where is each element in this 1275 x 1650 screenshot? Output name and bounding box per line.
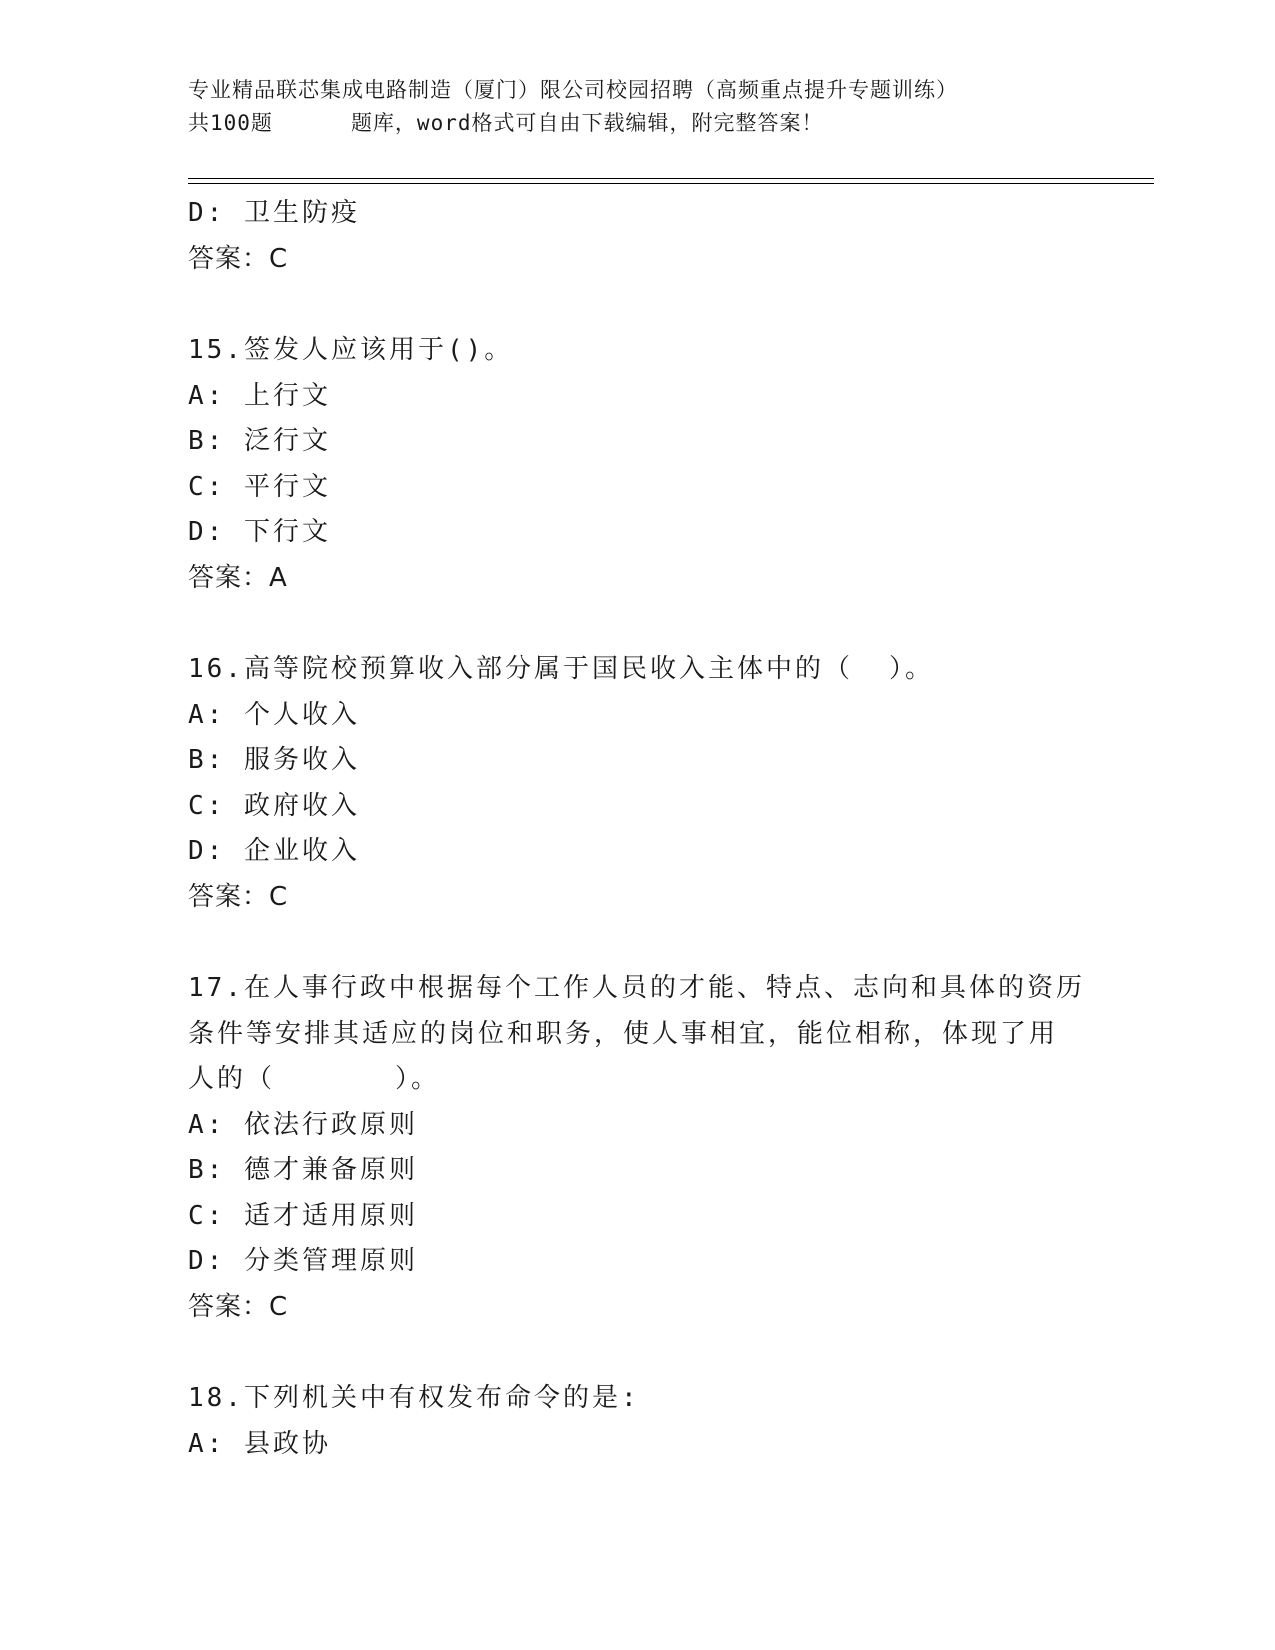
question-18 — [188, 1376, 1088, 1467]
question-15-text: 15.签发人应该用于()。 — [188, 335, 514, 365]
question-18-option-a: A: 县政协 — [188, 1428, 331, 1459]
header-title-line: 专业精品联芯集成电路制造（厦门）限公司校园招聘（高频重点提升专题训练） — [188, 78, 958, 102]
question-15-option-c: C: 平行文 — [188, 471, 331, 502]
question-16-option-d: D: 企业收入 — [188, 836, 360, 866]
prev-answer: 答案：C — [188, 243, 289, 274]
prev-option-d: D: 卫生防疫 — [188, 198, 360, 228]
question-15-option-d: D: 下行文 — [188, 517, 331, 547]
question-17-text-before: 人的（ — [188, 1064, 276, 1094]
question-16 — [188, 647, 1088, 920]
question-17-answer: 答案：C — [188, 1291, 289, 1322]
question-16-option-b: B: 服务收入 — [188, 745, 360, 775]
question-17-text-line-2: 条件等安排其适应的岗位和职务，使人事相宜，能位相称，体现了用 — [188, 1018, 1059, 1049]
question-15-option-a: A: 上行文 — [188, 380, 331, 411]
question-15-option-b: B: 泛行文 — [188, 426, 331, 456]
question-17-option-d: D: 分类管理原则 — [188, 1246, 418, 1276]
header-format-note: 题库，word格式可自由下载编辑，附完整答案！ — [350, 111, 824, 135]
question-18-text: 18.下列机关中有权发布命令的是: — [188, 1383, 640, 1413]
header-subtitle-line — [188, 107, 1168, 140]
question-17 — [188, 966, 1088, 1330]
question-17-option-c: C: 适才适用原则 — [188, 1200, 418, 1231]
question-15 — [188, 328, 1088, 601]
question-17-option-a: A: 依法行政原则 — [188, 1109, 418, 1140]
question-17-text-line-3 — [188, 1057, 1088, 1103]
document-header — [188, 74, 1168, 140]
question-17-text-after: ）。 — [395, 1064, 441, 1094]
question-16-option-a: A: 个人收入 — [188, 699, 360, 730]
question-list — [188, 191, 1088, 1467]
question-17-text-line-1: 17.在人事行政中根据每个工作人员的才能、特点、志向和具体的资历 — [188, 973, 1085, 1003]
question-16-option-c: C: 政府收入 — [188, 790, 360, 821]
question-16-answer: 答案：C — [188, 881, 289, 912]
question-16-text-before: 16.高等院校预算收入部分属于国民收入主体中的（ — [188, 654, 853, 684]
question-17-option-b: B: 德才兼备原则 — [188, 1155, 418, 1185]
question-16-text-after: ）。 — [888, 654, 934, 684]
header-question-count: 共100题 — [188, 111, 273, 135]
header-rule-bottom — [188, 183, 1154, 184]
question-16-text — [188, 647, 1088, 693]
header-rule-top — [188, 178, 1154, 179]
question-15-answer: 答案：A — [188, 562, 288, 593]
